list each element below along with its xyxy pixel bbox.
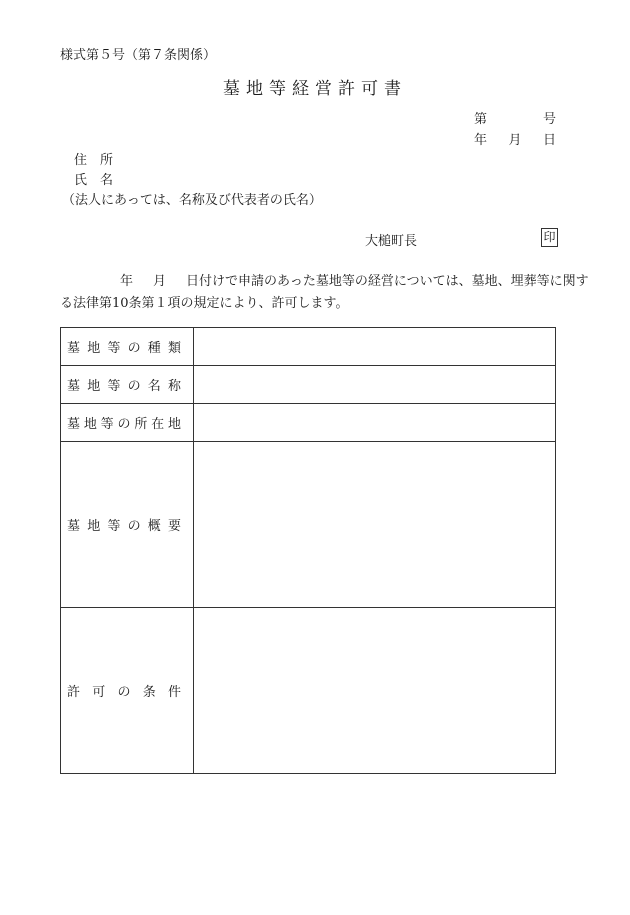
table-label-char: 許 (67, 685, 81, 700)
details-table (60, 327, 556, 774)
table-label-char: 概 (147, 519, 161, 534)
table-label (67, 337, 181, 356)
table-label-char: 地 (167, 417, 181, 432)
body-line1-rest: 日付けで申請のあった墓地等の経営については、墓地、埋葬等に関す (186, 274, 589, 289)
table-label (67, 515, 181, 534)
table-value-cell[interactable] (194, 404, 556, 442)
table-label-cell (61, 404, 194, 442)
table-value-cell[interactable] (194, 328, 556, 366)
row-location (61, 404, 556, 442)
table-label-char: 墓 (67, 341, 81, 356)
table-label (67, 413, 181, 432)
number-suffix: 号 (542, 112, 556, 127)
table-label-char: 墓 (67, 519, 81, 534)
table-label-char: 称 (167, 379, 181, 394)
table-label-char: 地 (87, 341, 101, 356)
table-label-char: 等 (107, 379, 121, 394)
document-title: 墓地等経営許可書 (223, 79, 407, 99)
table-label-char: の (127, 341, 141, 356)
address-label: 住 所 (74, 153, 114, 168)
form-number-label: 様式第５号（第７条関係） (60, 48, 217, 63)
seal-mark: 印 (541, 228, 558, 247)
table-label-char: 所 (134, 417, 148, 432)
number-prefix: 第 (474, 112, 488, 127)
table-label-char: 地 (83, 417, 97, 432)
permit-number-line (474, 108, 556, 127)
table-label-cell (61, 608, 194, 774)
issue-date-line (474, 129, 556, 148)
table-label-char: 種 (147, 341, 161, 356)
table-label-char: 可 (92, 685, 106, 700)
name-label: 氏 名 (74, 173, 114, 188)
date-month: 月 (508, 133, 522, 148)
table-label-char: 名 (147, 379, 161, 394)
table-label-char: 地 (87, 379, 101, 394)
row-conditions (61, 608, 556, 774)
body-year: 年 (120, 274, 134, 289)
body-text-line2: る法律第10条第１項の規定により、許可します。 (60, 296, 349, 311)
corporate-note: （法人にあっては、名称及び代表者の氏名） (62, 193, 322, 208)
table-value-cell[interactable] (194, 366, 556, 404)
table-label-char: 等 (107, 519, 121, 534)
table-label (67, 681, 181, 700)
table-label-char: の (117, 417, 131, 432)
issuer-title: 大槌町長 (365, 234, 418, 249)
table-label-char: 地 (87, 519, 101, 534)
row-type (61, 328, 556, 366)
table-label-char: 件 (167, 685, 181, 700)
row-name (61, 366, 556, 404)
table-label-cell (61, 442, 194, 608)
date-day: 日 (542, 133, 556, 148)
table-label-char: の (127, 379, 141, 394)
table-value-cell[interactable] (194, 442, 556, 608)
table-label-char: の (117, 685, 131, 700)
row-overview (61, 442, 556, 608)
table-label-char: 類 (167, 341, 181, 356)
table-label-char: 要 (167, 519, 181, 534)
table-label-char: 等 (100, 417, 114, 432)
date-year: 年 (474, 133, 488, 148)
table-label-cell (61, 366, 194, 404)
table-label-char: の (127, 519, 141, 534)
table-label-cell (61, 328, 194, 366)
table-label-char: 条 (142, 685, 156, 700)
table-value-cell[interactable] (194, 608, 556, 774)
table-label-char: 墓 (67, 417, 81, 432)
body-text-line1 (120, 270, 589, 289)
table-label-char: 在 (151, 417, 165, 432)
table-label-char: 墓 (67, 379, 81, 394)
table-label (67, 375, 181, 394)
body-month: 月 (153, 274, 167, 289)
table-label-char: 等 (107, 341, 121, 356)
